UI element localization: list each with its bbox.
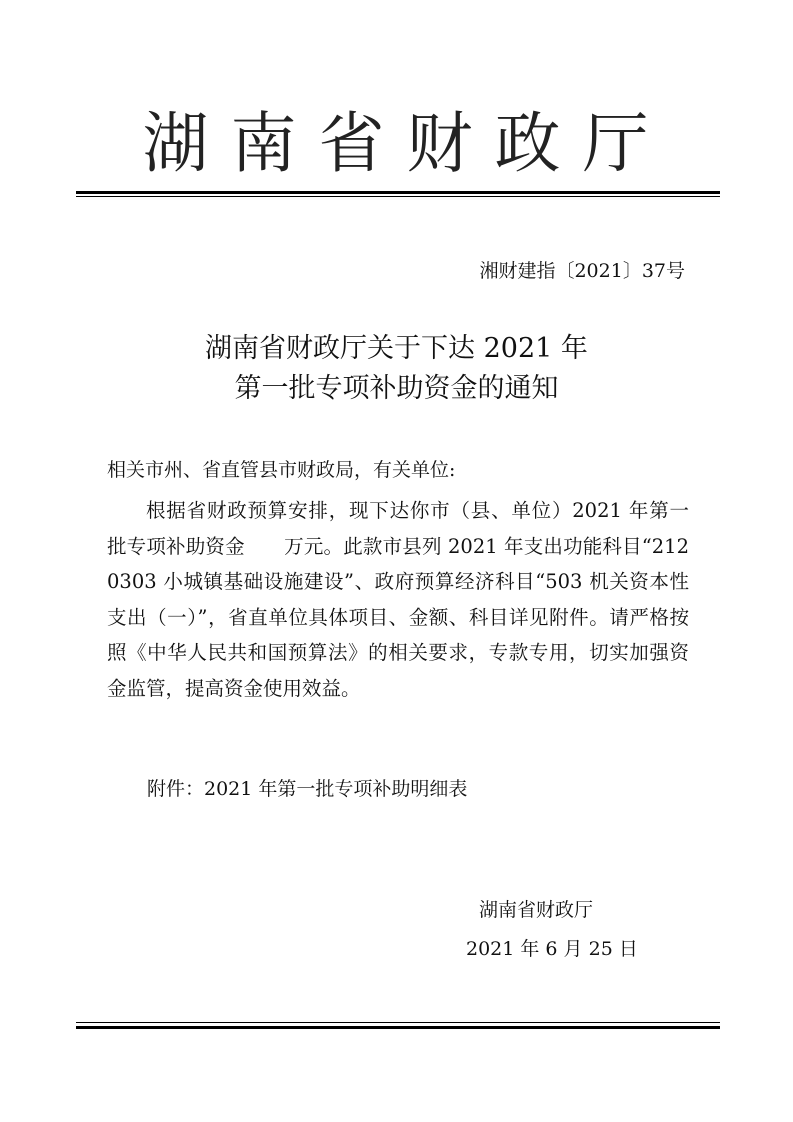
document-number: 湘财建指〔2021〕37号 xyxy=(479,260,685,282)
document-title-line-2: 第一批专项补助资金的通知 xyxy=(234,373,559,404)
header-divider-thick xyxy=(76,191,720,194)
issuer-header-title: 湖南省财政厅 xyxy=(142,105,671,182)
attachment-note: 附件：2021 年第一批专项补助明细表 xyxy=(147,778,468,800)
salutation: 相关市州、省直管县市财政局，有关单位: xyxy=(107,459,456,481)
footer-divider-thick xyxy=(76,1026,720,1029)
header-divider-thin xyxy=(76,196,720,197)
signer-name: 湖南省财政厅 xyxy=(479,899,594,921)
signing-date: 2021 年 6 月 25 日 xyxy=(466,938,638,960)
document-title-line-1: 湖南省财政厅关于下达 2021 年 xyxy=(205,333,588,364)
footer-divider-thin xyxy=(76,1022,720,1023)
body-paragraph: 根据省财政预算安排，现下达你市（县、单位）2021 年第一批专项补助资金 万元。此款市县列 2021 年支出功能科目“2120303 小城镇基础设施建设”、政府预算经济科目“503 机关资本性支出（一）”，省直单位具体项目、金额、科目详见附件。请严格按照《中华人民共和国预算法》的相关要求，专款专用，切实加强资金监管，提高资金使用效益。 xyxy=(107,499,689,700)
